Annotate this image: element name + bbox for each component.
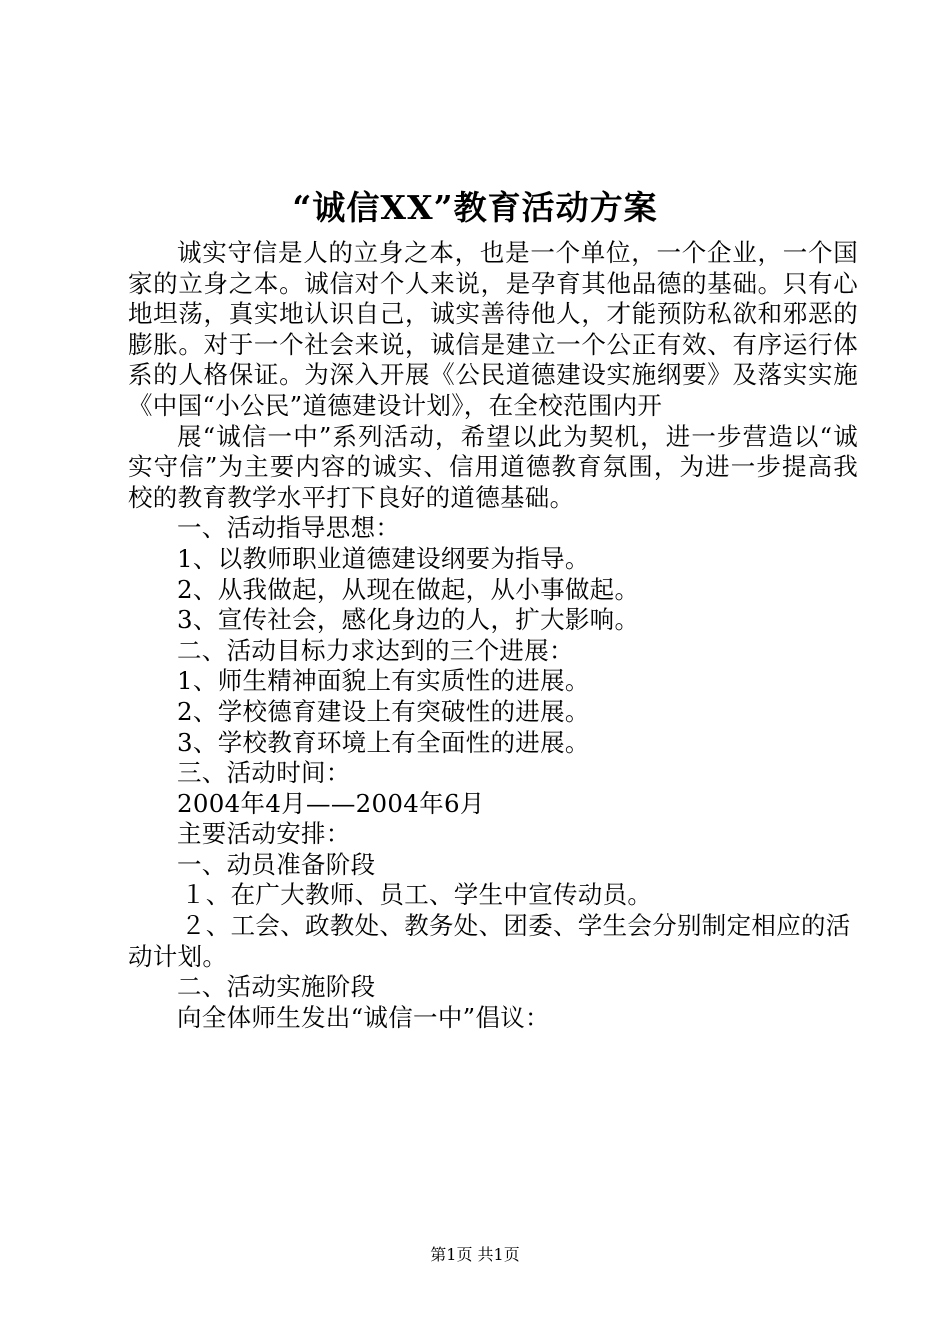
section-heading-arrangement: 主要活动安排： (177, 819, 351, 849)
phase-heading-implementation: 二、活动实施阶段 (177, 972, 376, 1002)
intro-paragraph-continued: 展“诚信一中”系列活动，希望以此为契机，进一步营造以“诚实守信”为主要内容的诚实、信用道德教育氛围，为进一步提高我校的教育教学水平打下良好的道德基础。 (128, 421, 858, 512)
list-item: 1、以教师职业道德建设纲要为指导。 (177, 543, 590, 573)
page-footer: 第1页 共1页 (430, 1245, 520, 1264)
list-item: 2、从我做起，从现在做起，从小事做起。 (177, 574, 640, 604)
list-item: 1、师生精神面貌上有实质性的进展。 (177, 666, 590, 696)
section-heading-time: 三、活动时间： (177, 758, 351, 788)
document-body (128, 238, 858, 1033)
section-heading-guiding-thought: 一、活动指导思想： (177, 513, 401, 543)
list-item: 2、学校德育建设上有突破性的进展。 (177, 696, 590, 726)
phase-heading-preparation: 一、动员准备阶段 (177, 849, 376, 879)
activity-date-range: 2004年4月——2004年6月 (177, 788, 485, 818)
list-item: 3、宣传社会，感化身边的人，扩大影响。 (177, 605, 640, 635)
intro-paragraph: 诚实守信是人的立身之本，也是一个单位，一个企业，一个国家的立身之本。诚信对个人来说，是孕育其他品德的基础。只有心地坦荡，真实地认识自己，诚实善待他人，才能预防私欲和邪恶的膨胀。对于一个社会来说，诚信是建立一个公正有效、有序运行体系的人格保证。为深入开展《公民道德建设实施纲要》及落实实施《中国“小公民”道德建设计划》，在全校范围内开 (128, 238, 858, 420)
list-item: １、在广大教师、员工、学生中宣传动员。 (181, 880, 653, 910)
initiative-line: 向全体师生发出“诚信一中”倡议： (177, 1002, 550, 1032)
document-title: “诚信XX”教育活动方案 (292, 188, 658, 227)
list-item: 3、学校教育环境上有全面性的进展。 (177, 727, 590, 757)
section-heading-goals: 二、活动目标力求达到的三个进展： (177, 635, 574, 665)
list-item: ２、工会、政教处、教务处、团委、学生会分别制定相应的活动计划。 (128, 911, 851, 971)
